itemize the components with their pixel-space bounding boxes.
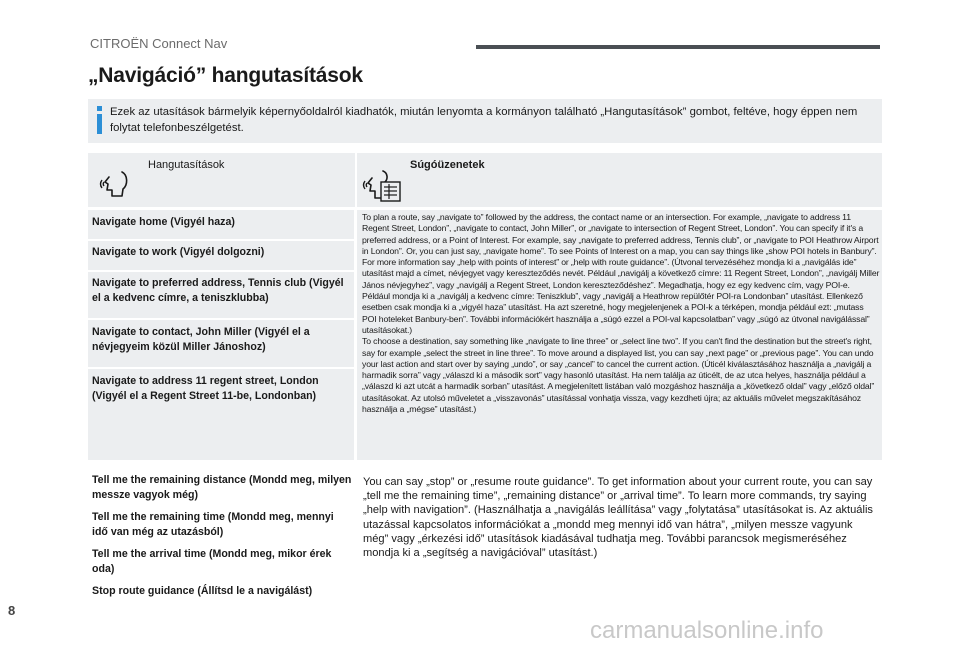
page-number: 8 [8,603,16,618]
help-text-column [362,212,880,415]
voice-commands-table [88,153,882,460]
column-header-help: Súgóüzenetek [410,159,485,171]
info-icon [96,106,103,133]
voice-help-icon [362,169,402,203]
command-item: Navigate to address 11 regent street, London (Vigyél el a Regent Street 11-be, Londonban) [92,375,319,402]
command-item: Stop route guidance (Állítsd le a navigálást) [92,585,313,597]
header-bar [476,45,880,49]
info-text: Ezek az utasítások bármelyik képernyőoldalról kiadhatók, miután lenyomta a kormányon található „Hangutasítások” gombot, feltéve, hogy éppen nem folytat telefonbeszélgetést. [110,106,858,134]
command-item: Tell me the arrival time (Mondd meg, mikor érek oda) [92,548,332,575]
route-info-commands [92,473,352,606]
voice-command-icon [98,169,134,201]
column-header-commands: Hangutasítások [148,159,225,171]
commands-column [88,210,354,460]
help-text-paragraph: To plan a route, say „navigate to” followed by the address, the contact name or an intersection. For example, „navigate to address 11 Regent Street, London”, „navigate to contact, John Miller”, or „navigate to intersection of Regent Street, London”. You can specify if it's a preferred address, or a Point of Interest. For example, say „navigate to preferred address, Tennis club”, or „navigate to POI Heathrow Airport in London”. Or, you can just say, „navigate home”. To see Points of Interest on a map, you can say things like „show POI hotels in Banbury”. For more information say „help with points of interest” or „help with route guidance”. (Útvonal tervezéséhez mondja ki a „navigálás ide” utasítást majd a címet, névjegyet vagy kereszteződés nevét. Például „navigálj a következő címre: 11 Regent Street, London”, „navigálj Miller János névjegyhez”, vagy „navigálj a Regent Street, London kereszteződéshez”. Megadhatja, hogy ez egy kedvenc cím, vagy POI-e. Például mondja ki a „navigálj a kedvenc címre: Teniszklub”, vagy „navigálj a Heathrow repülőtér POI-ra Londonban” utasítást. Ellenkező esetben csak mondja ki a „vigyél haza” utasítást. Ha azt szeretné, hogy megjelenjenek a POI-k a térképen, mondja például ezt: „mutass POI hoteleket Banbury-ben”. További információkért használja a „súgó ezzel a POI-val kapcsolatban” vagy „súgó az útvonal navigálással” utasításokat.) [362,212,880,335]
table-header [88,153,882,207]
watermark: carmanualsonline.info [590,617,824,644]
command-item: Navigate home (Vigyél haza) [92,216,235,228]
help-text-paragraph: To choose a destination, say something like „navigate to line three” or „select line two”. If you can't find the destination but the street's right, say for example „select the street in line three”. To move around a displayed list, you can say „next page” or „previous page”. You can undo your last action and start over by saying „undo”, or say „cancel” to cancel the current action. (Úticél kiválasztásához használja a „navigálj a harmadik sorra” vagy „válaszd ki a második sort” vagy hasonló utasítást. Ha nem találja az úticélt, de az utca helyes, használja például a „válaszd ki azt utcát a harmadik sorban” utasítást. A megjelenített listában való mozgáshoz használja a „következő oldal” vagy „előző oldal” utasításokat. Az utolsó műveletet a „visszavonás” utasítással vonhatja vissza, vagy kezdheti újra; az aktuális művelet megszakításához használja a „mégse” utasítást.) [362,336,875,415]
info-box [88,99,882,143]
command-item: Tell me the remaining time (Mondd meg, mennyi idő van még az utazásból) [92,511,334,538]
command-item: Navigate to preferred address, Tennis club (Vigyél el a kedvenc címre, a teniszklubba) [92,277,344,304]
route-info-section [88,473,882,603]
brand-label: CITROËN Connect Nav [90,36,228,51]
route-info-help-text: You can say „stop” or „resume route guidance”. To get information about your current route, you can say „tell me the remaining time”, „remaining distance” or „arrival time”. To learn more commands, try saying „help with navigation”. (Használhatja a „navigálás leállítása” vagy „folytatása” utasításokat is. Az aktuális utazással kapcsolatos információkat a „mondd meg mennyi idő van hátra”, „milyen messze vagyunk még” vagy „érkezési idő” utasítások kiadásával tudhatja meg. További parancsok megismeréséhez mondja ki a „segítség a navigációval” utasítást.) [363,476,873,560]
command-item: Tell me the remaining distance (Mondd meg, milyen messze vagyok még) [92,474,352,501]
command-item: Navigate to contact, John Miller (Vigyél el a névjegyeim közül Miller Jánoshoz) [92,326,310,353]
page-title: „Navigáció” hangutasítások [88,64,363,87]
navigation-commands-block [88,210,882,460]
command-item: Navigate to work (Vigyél dolgozni) [92,246,265,258]
